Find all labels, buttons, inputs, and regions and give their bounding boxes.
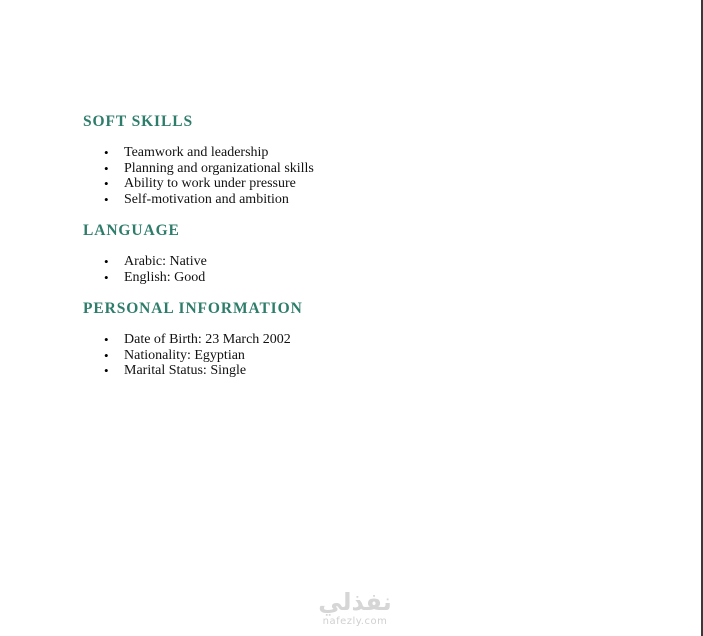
list-item-text: Marital Status: Single	[124, 363, 247, 378]
bullet-icon: •	[104, 363, 109, 378]
watermark	[305, 588, 405, 628]
bullet-icon: •	[104, 176, 109, 191]
personal-information-list	[83, 332, 643, 379]
list-item-text: Self-motivation and ambition	[124, 191, 289, 207]
list-item-text: Teamwork and leadership	[124, 145, 269, 160]
bullet-icon: •	[104, 269, 109, 285]
list-item	[83, 332, 643, 348]
soft-skills-section	[83, 112, 643, 207]
bullet-icon: •	[104, 332, 109, 347]
language-section	[83, 221, 643, 285]
bullet-icon: •	[104, 160, 109, 176]
soft-skills-list	[83, 145, 643, 207]
list-item	[83, 348, 643, 364]
list-item	[83, 161, 643, 177]
list-item-text: Nationality: Egyptian	[124, 347, 245, 363]
list-item	[83, 270, 643, 286]
bullet-icon: •	[104, 191, 109, 207]
bullet-icon: •	[104, 145, 109, 160]
list-item-text: Planning and organizational skills	[124, 160, 314, 176]
watermark-domain: nafezly.com	[322, 616, 388, 627]
list-item-text: Ability to work under pressure	[124, 176, 296, 191]
list-item	[83, 363, 643, 379]
list-item	[83, 145, 643, 161]
list-item-text: Date of Birth: 23 March 2002	[124, 332, 291, 347]
bullet-icon: •	[104, 254, 109, 269]
section-heading: SOFT SKILLS	[83, 113, 193, 130]
section-heading: PERSONAL INFORMATION	[83, 300, 303, 317]
list-item	[83, 176, 643, 192]
watermark-logo: نفذلي	[318, 588, 392, 616]
language-list	[83, 254, 643, 285]
list-item	[83, 254, 643, 270]
list-item	[83, 192, 643, 208]
resume-content	[83, 112, 643, 379]
personal-information-section	[83, 299, 643, 379]
list-item-text: English: Good	[124, 269, 206, 285]
section-heading: LANGUAGE	[83, 222, 180, 239]
bullet-icon: •	[104, 347, 109, 363]
list-item-text: Arabic: Native	[124, 254, 207, 269]
